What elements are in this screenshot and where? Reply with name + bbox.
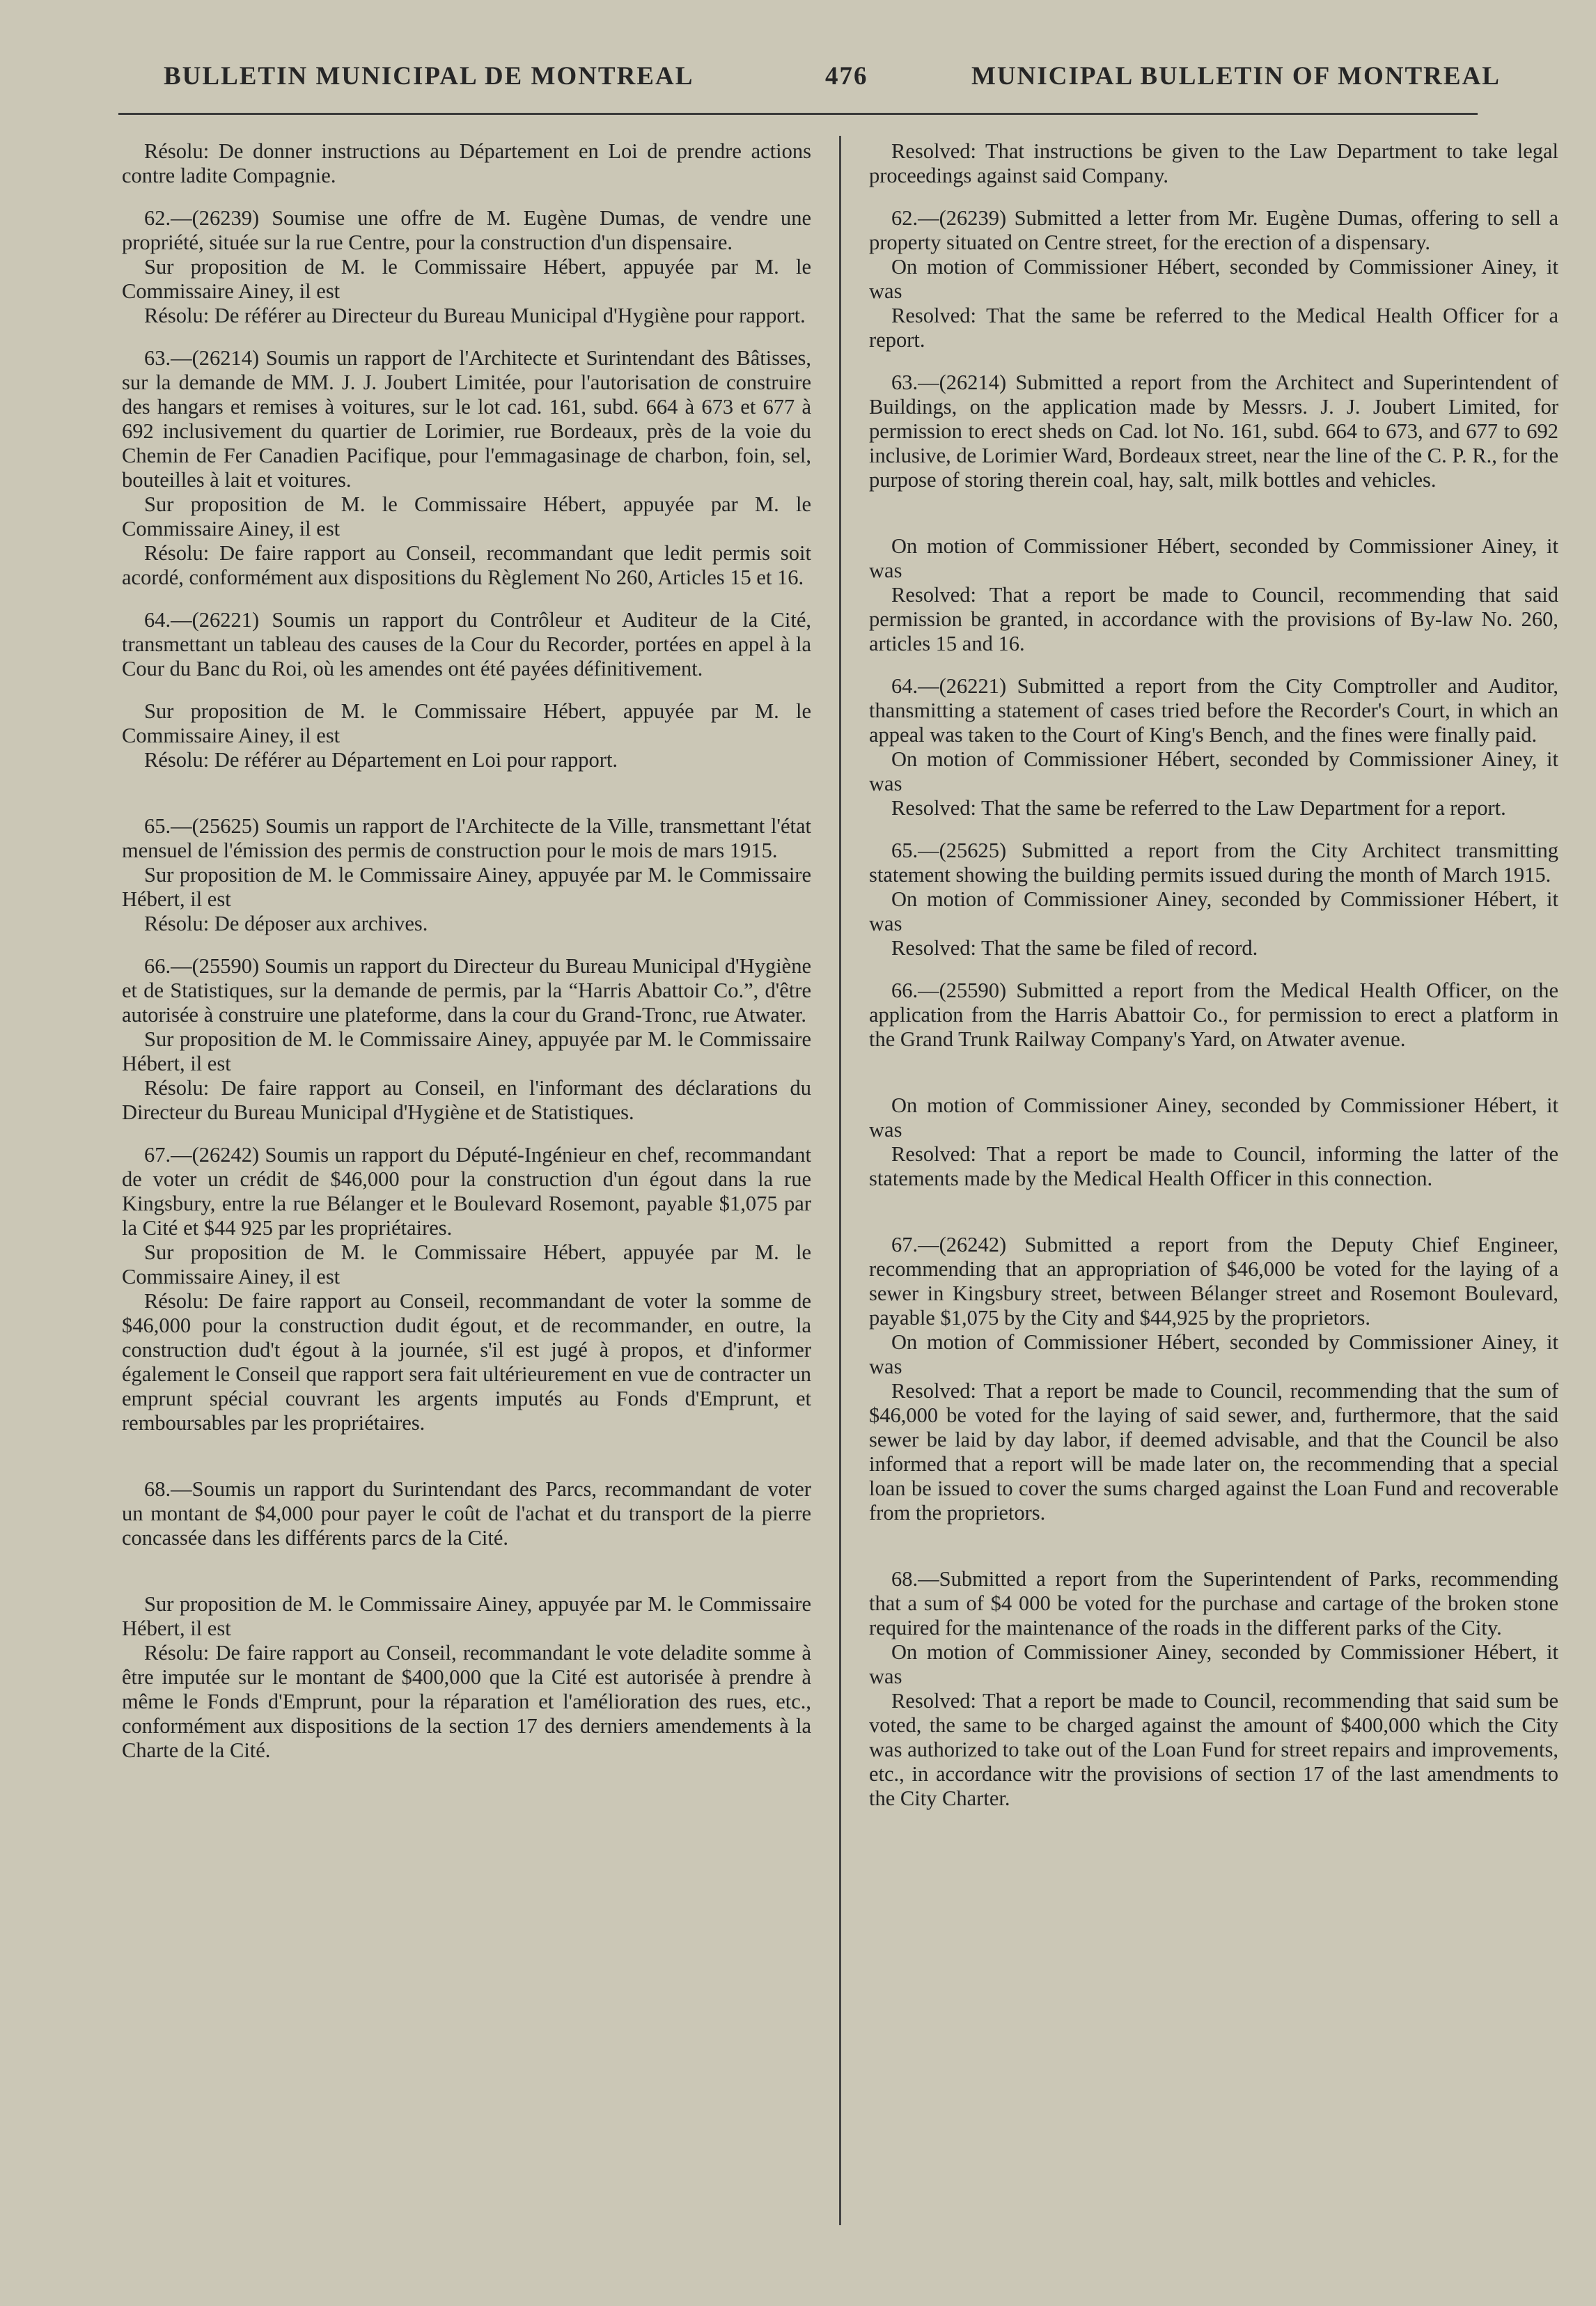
paragraph: On motion of Commissioner Hébert, seconded by Commissioner Ainey, it was	[869, 1330, 1558, 1378]
paragraph: On motion of Commissioner Hébert, seconded by Commissioner Ainey, it was	[869, 534, 1558, 582]
paragraph: On motion of Commissioner Ainey, seconded by Commissioner Hébert, it was	[869, 1093, 1558, 1142]
header-french-title: BULLETIN MUNICIPAL DE MONTREAL	[164, 62, 694, 91]
paragraph: Résolu: De faire rapport au Conseil, recommandant que ledit permis soit acordé, conformément aux dispositions du Règlement No 260, Articles 15 et 16.	[122, 541, 811, 589]
paragraph: 62.—(26239) Submitted a letter from Mr. Eugène Dumas, offering to sell a property situated on Centre street, for the erection of a dispensary.	[869, 206, 1558, 254]
paragraph: 62.—(26239) Soumise une offre de M. Eugène Dumas, de vendre une propriété, située sur la rue Centre, pour la construction d'un dispensaire.	[122, 206, 811, 254]
english-column	[869, 139, 1558, 1811]
paragraph: 66.—(25590) Soumis un rapport du Directeur du Bureau Municipal d'Hygiène et de Statistiques, sur la demande de permis, par la “Harris Abattoir Co.”, d'être autorisée à construire une plateforme, dans la cour du Grand-Tronc, rue Atwater.	[122, 954, 811, 1027]
paragraph: Resolved: That the same be filed of record.	[891, 936, 1258, 960]
paragraph: 68.—Submitted a report from the Superintendent of Parks, recommending that a sum of $4 000 be voted for the purchase and cartage of the broken stone required for the maintenance of the roads in the different parks of the City.	[869, 1567, 1558, 1639]
paragraph: 67.—(26242) Submitted a report from the Deputy Chief Engineer, recommending that an appropriation of $46,000 be voted for the laying of a sewer in Kingsbury street, between Bélanger street and Rosemont Boulevard, payable $1,075 by the City and $44,925 by the proprietors.	[869, 1233, 1558, 1330]
paragraph: 68.—Soumis un rapport du Surintendant des Parcs, recommandant de voter un montant de $4,000 pour payer le coût de l'achat et du transport de la pierre concassée dans les différents parcs de la Cité.	[122, 1477, 811, 1550]
paragraph: Resolved: That the same be referred to the Medical Health Officer for a report.	[869, 304, 1558, 352]
paragraph: On motion of Commissioner Hébert, seconded by Commissioner Ainey, it was	[869, 255, 1558, 303]
paragraph: Résolu: De référer au Directeur du Bureau Municipal d'Hygiène pour rapport.	[144, 304, 806, 327]
paragraph: 66.—(25590) Submitted a report from the Medical Health Officer, on the application from the Harris Abattoir Co., for permission to erect a platform in the Grand Trunk Railway Company's Yard, on Atwater avenue.	[869, 979, 1558, 1051]
paragraph: Sur proposition de M. le Commissaire Hébert, appuyée par M. le Commissaire Ainey, il est	[122, 699, 811, 747]
paragraph: On motion of Commissioner Hébert, seconded by Commissioner Ainey, it was	[869, 747, 1558, 795]
paragraph: Résolu: De référer au Département en Loi pour rapport.	[144, 748, 618, 772]
paragraph: Résolu: De faire rapport au Conseil, en l'informant des déclarations du Directeur du Bureau Municipal d'Hygiène et de Statistiques.	[122, 1076, 811, 1124]
paragraph: 64.—(26221) Submitted a report from the City Comptroller and Auditor, thansmitting a statement of cases tried before the Recorder's Court, in which an appeal was taken to the Court of King's Bench, and the fines were finally paid.	[869, 674, 1558, 747]
column-divider	[839, 136, 841, 2225]
paragraph: On motion of Commissioner Ainey, seconded by Commissioner Hébert, it was	[869, 887, 1558, 935]
header-english-title: MUNICIPAL BULLETIN OF MONTREAL	[971, 62, 1501, 91]
paragraph: Resolved: That the same be referred to the Law Department for a report.	[891, 796, 1506, 820]
paragraph: 67.—(26242) Soumis un rapport du Député-Ingénieur en chef, recommandant de voter un crédit de $46,000 pour la construction d'un égout dans la rue Kingsbury, entre la rue Bélanger et le Boulevard Rosemont, payable $1,075 par la Cité et $44 925 par les propriétaires.	[122, 1143, 811, 1240]
paragraph: 64.—(26221) Soumis un rapport du Contrôleur et Auditeur de la Cité, transmettant un tableau des causes de la Cour du Recorder, portées en appel à la Cour du Banc du Roi, où les amendes ont été payées définitivement.	[122, 608, 811, 680]
paragraph: On motion of Commissioner Ainey, seconded by Commissioner Hébert, it was	[869, 1640, 1558, 1688]
header-rule	[118, 113, 1478, 115]
paragraph: Sur proposition de M. le Commissaire Hébert, appuyée par M. le Commissaire Ainey, il est	[122, 492, 811, 540]
paragraph: Resolved: That a report be made to Council, recommending that said sum be voted, the same to be charged against the amount of $400,000 which the City was authorized to take out of the Loan Fund for street repairs and improvements, etc., in accordance witr the provisions of section 17 of the last amendments to the City Charter.	[869, 1689, 1558, 1810]
paragraph: Résolu: De déposer aux archives.	[144, 912, 428, 935]
paragraph: Sur proposition de M. le Commissaire Ainey, appuyée par M. le Commissaire Hébert, il est	[122, 1027, 811, 1075]
paragraph: Resolved: That instructions be given to the Law Department to take legal proceedings against said Company.	[869, 139, 1558, 187]
page-number: 476	[825, 62, 868, 91]
paragraph: Sur proposition de M. le Commissaire Hébert, appuyée par M. le Commissaire Ainey, il est	[122, 255, 811, 303]
paragraph: Resolved: That a report be made to Council, recommending that said permission be granted, in accordance with the provisions of By-law No. 260, articles 15 and 16.	[869, 583, 1558, 655]
paragraph: 63.—(26214) Soumis un rapport de l'Architecte et Surintendant des Bâtisses, sur la demande de MM. J. J. Joubert Limitée, pour l'autorisation de construire des hangars et remises à voitures, sur le lot cad. 161, subd. 664 à 673 et 677 à 692 inclusivement du quartier de Lorimier, rue Bordeaux, près de la voie du Chemin de Fer Canadien Pacifique, pour l'emmagasinage de charbon, foin, sel, bouteilles à lait et voitures.	[122, 346, 811, 492]
paragraph: Resolved: That a report be made to Council, recommending that the sum of $46,000 be voted for the laying of said sewer, and, furthermore, that the said sewer be laid by day labor, if deemed advisable, and that the Council be also informed that a report will be made later on, the recommending that a special loan be issued to cover the sums charged against the Loan Fund and recoverable from the proprietors.	[869, 1379, 1558, 1525]
paragraph: 65.—(25625) Submitted a report from the City Architect transmitting statement showing the building permits issued during the month of March 1915.	[869, 839, 1558, 887]
paragraph: 63.—(26214) Submitted a report from the Architect and Superintendent of Buildings, on the application made by Messrs. J. J. Joubert Limited, for permission to erect sheds on Cad. lot No. 161, subd. 664 to 673, and 677 to 692 inclusive, de Lorimier Ward, Bordeaux street, near the line of the C. P. R., for the purpose of storing therein coal, hay, salt, milk bottles and vehicles.	[869, 371, 1558, 492]
french-column	[122, 139, 811, 1763]
paragraph: Résolu: De donner instructions au Département en Loi de prendre actions contre ladite Compagnie.	[122, 139, 811, 187]
paragraph: Sur proposition de M. le Commissaire Hébert, appuyée par M. le Commissaire Ainey, il est	[122, 1240, 811, 1288]
paragraph: Sur proposition de M. le Commissaire Ainey, appuyée par M. le Commissaire Hébert, il est	[122, 863, 811, 911]
paragraph: Résolu: De faire rapport au Conseil, recommandant le vote deladite somme à être imputée sur le montant de $400,000 que la Cité est autorisée à prendre à même le Fonds d'Emprunt, pour la réparation et l'amélioration des rues, etc., conformément aux dispositions de la section 17 des derniers amendements à la Charte de la Cité.	[122, 1641, 811, 1762]
paragraph: 65.—(25625) Soumis un rapport de l'Architecte de la Ville, transmettant l'état mensuel de l'émission des permis de construction pour le mois de mars 1915.	[122, 814, 811, 862]
paragraph: Resolved: That a report be made to Council, informing the latter of the statements made by the Medical Health Officer in this connection.	[869, 1142, 1558, 1190]
paragraph: Résolu: De faire rapport au Conseil, recommandant de voter la somme de $46,000 pour la construction dudit égout, et de recommander, en outre, la construction dud't égout à la journée, s'il est jugé à propos, et d'informer également le Conseil que rapport sera fait ultérieurement en vue de contracter un emprunt spécial couvrant les argents imputés au Fonds d'Emprunt, et remboursables par les propriétaires.	[122, 1289, 811, 1435]
paragraph: Sur proposition de M. le Commissaire Ainey, appuyée par M. le Commissaire Hébert, il est	[122, 1592, 811, 1640]
